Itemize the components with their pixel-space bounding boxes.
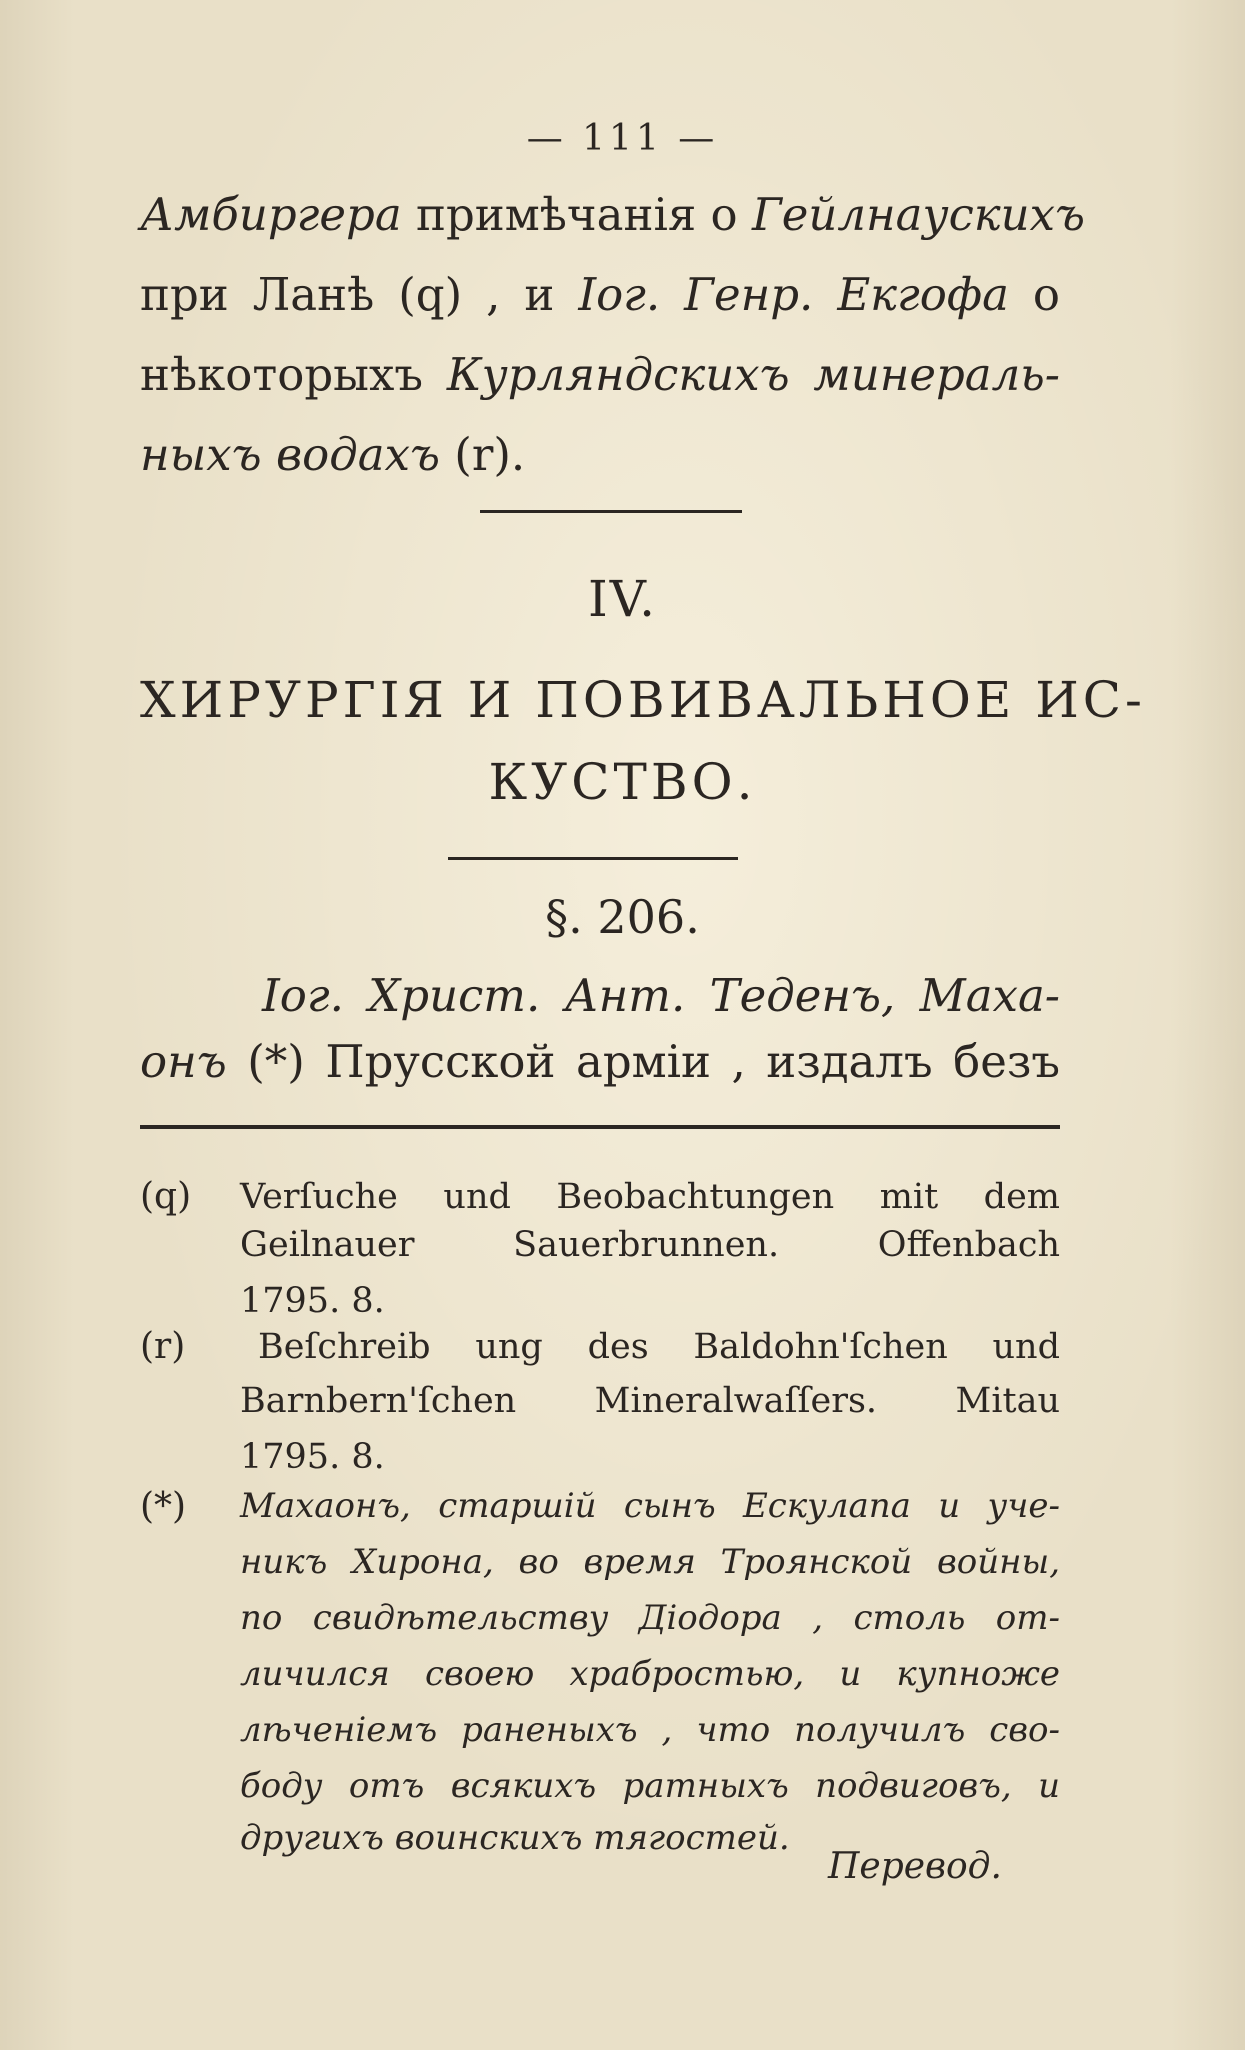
translator-signature: Перевод. <box>828 1846 1002 1887</box>
intro-line-4-part-1: ныхъ водахъ <box>140 428 440 481</box>
footnote-star-line-1: Махаонъ, старшій сынъ Ескулапа и уче- <box>240 1486 1060 1526</box>
footnote-q-line-3: 1795. 8. <box>240 1281 385 1321</box>
footnote-separator <box>140 1125 1060 1129</box>
footnote-star-line-5: лѣченіемъ раненыхъ , что получилъ сво- <box>240 1710 1060 1750</box>
section-title-line-1: ХИРУРГІЯ И ПОВИВАЛЬНОЕ ИС- <box>140 671 1146 729</box>
footnote-q-line-1: Verſuche und Beobachtungen mit dem <box>240 1177 1060 1217</box>
intro-line-2-part-2: Іог. Генр. Екгофа <box>578 268 1009 321</box>
section-number: IV. <box>587 570 657 628</box>
intro-line-3-part-1: нѣкоторыхъ <box>140 348 447 401</box>
paragraph-line-1-text: Іог. Христ. Ант. Теденъ, Маха- <box>262 969 1060 1022</box>
footnote-star-mark: (*) <box>140 1486 187 1527</box>
intro-line-1 <box>140 175 1086 255</box>
intro-line-3-part-2: Курляндскихъ минераль- <box>446 348 1060 401</box>
intro-line-1-part-2: примѣчанія о <box>401 188 752 241</box>
intro-line-2-part-1: при Ланѣ (q) , и <box>140 268 579 321</box>
footnote-star-line-7: другихъ воинскихъ тягостей. <box>240 1818 790 1858</box>
footnote-r-mark: (r) <box>140 1326 186 1367</box>
footnote-star-line-3: по свидѣтельству Діодора , столь от- <box>240 1598 1060 1638</box>
section-title-line-2: КУСТВО. <box>488 753 757 811</box>
intro-line-4-part-2: (r). <box>439 428 526 481</box>
intro-line-3 <box>140 335 1060 415</box>
intro-line-4 <box>140 415 1060 495</box>
footnote-star-line-2: никъ Хирона, во время Троянской войны, <box>240 1542 1060 1582</box>
paragraph-line-2-part-2: (*) Прусской арміи , издалъ безъ <box>226 1035 1060 1088</box>
intro-line-1-part-3: Гейлнаускихъ <box>751 188 1086 241</box>
paragraph-number: §. 206. <box>545 890 700 944</box>
intro-line-1-part-1: Амбиргера <box>140 188 402 241</box>
section-divider-top <box>480 510 742 513</box>
section-divider-bottom <box>448 857 738 860</box>
footnote-r-line-1: Beſchreib ung des Baldohn'ſchen und <box>258 1327 1060 1367</box>
paragraph-line-2-part-1: онъ <box>140 1035 227 1088</box>
footnote-star-line-4: личился своею храбростью, и купноже <box>240 1654 1060 1694</box>
footnote-star-line-6: боду отъ всякихъ ратныхъ подвиговъ, и <box>240 1766 1060 1806</box>
footnote-r-line-2: Barnbern'ſchen Mineralwaſſers. Mitau <box>240 1381 1060 1421</box>
footnote-q-line-2: Geilnauer Sauerbrunnen. Offenbach <box>240 1225 1060 1265</box>
intro-line-2-part-3: о <box>1008 268 1060 321</box>
page-number: — 111 — <box>526 118 719 159</box>
footnote-r-line-3: 1795. 8. <box>240 1437 385 1477</box>
paragraph-line-2 <box>140 1022 1060 1102</box>
footnote-q-mark: (q) <box>140 1176 192 1217</box>
intro-line-2 <box>140 255 1060 335</box>
